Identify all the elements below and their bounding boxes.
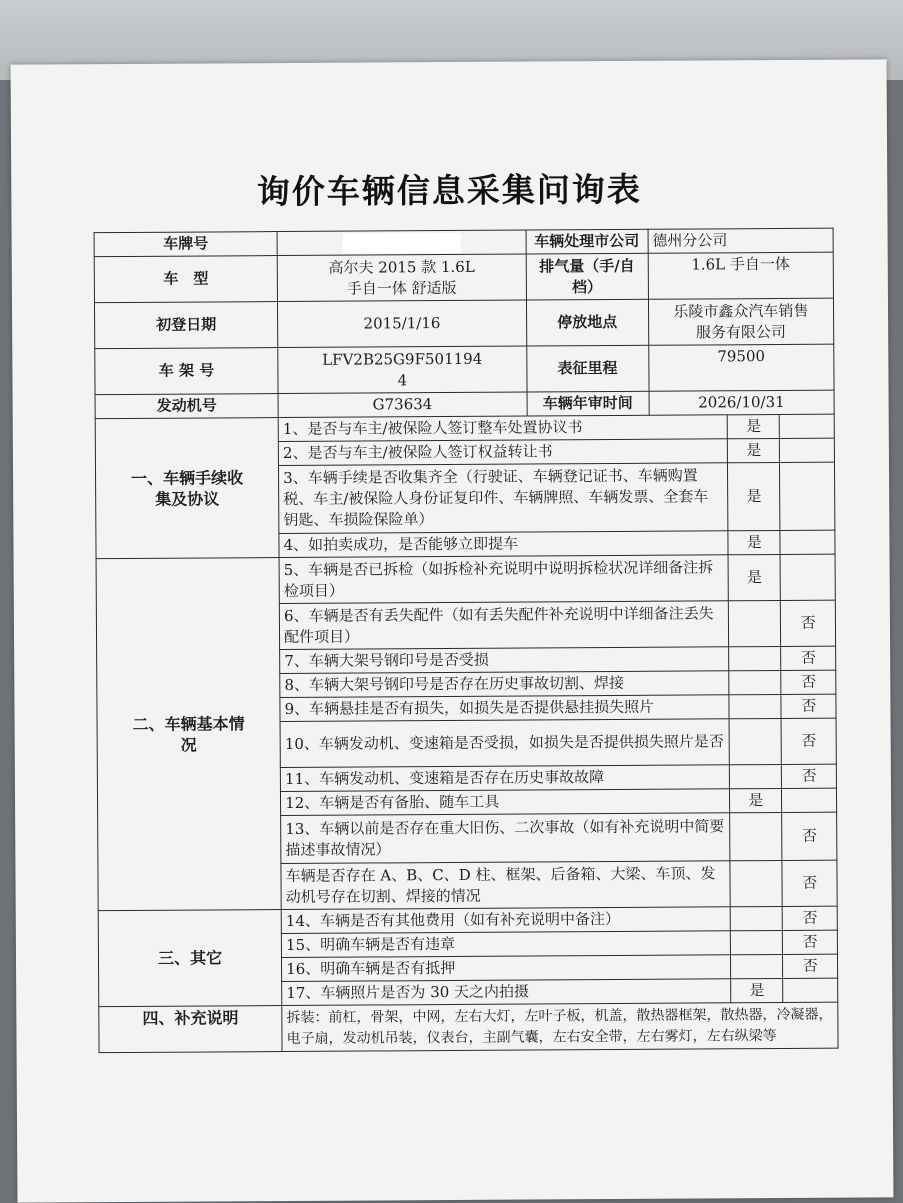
supplementary-notes: 拆装：前杠，骨架，中网，左右大灯，左叶子板，机盖，散热器框架，散热器，冷凝器，电子扇，发动机吊装，仪表台，主副气囊，左右安全带，左右雾灯，左右纵梁等 [282,1002,838,1051]
question-8: 8、车辆大架号钢印号是否存在历史事故切割、焊接 [280,671,729,698]
displacement-label: 排气量（手/自档） [526,253,648,300]
model-value: 高尔夫 2015 款 1.6L 手自一体 舒适版 [277,254,526,302]
answer-no-15: 否 [783,930,838,954]
answer-yes-13b [730,860,783,906]
question-16: 16、明确车辆是否有抵押 [282,955,731,982]
answer-no-1 [780,414,835,438]
model-label: 车 型 [94,256,277,303]
answer-no-6: 否 [781,600,836,646]
answer-no-5 [780,554,835,600]
plate-label: 车牌号 [94,232,277,257]
answer-yes-11 [729,764,781,788]
answer-no-8: 否 [781,670,836,694]
question-13b: 车辆是否存在 A、B、C、D 柱、框架、后备箱、大梁、车顶、发动机号存在切割、焊接的情况 [281,861,730,910]
question-13: 13、车辆以前是否存在重大旧伤、二次事故（如有补充说明中简要描述事故情况） [281,813,730,864]
displacement-value: 1.6L 手自一体 [648,252,834,299]
section-1-name: 一、车辆手续收 集及协议 [95,418,279,559]
answer-no-9: 否 [781,694,836,718]
row-vin [95,344,834,395]
answer-no-13b: 否 [782,860,837,906]
answer-yes-13 [730,812,783,860]
city-label: 车辆处理市公司 [526,229,648,254]
answer-no-13: 否 [782,812,837,860]
question-7: 7、车辆大架号钢印号是否受损 [280,647,729,674]
engine-label: 发动机号 [95,394,278,419]
answer-no-12 [782,788,837,812]
reg-date-value: 2015/1/16 [278,300,527,348]
question-17: 17、车辆照片是否为 30 天之内拍摄 [282,979,731,1006]
question-14: 14、车辆是否有其他费用（如有补充说明中备注） [281,907,730,934]
mileage-value: 79500 [648,344,834,391]
answer-yes-9 [729,694,781,718]
inspection-label: 车辆年审时间 [527,391,649,416]
row-reg-date [94,298,833,349]
question-6: 6、车辆是否有丢失配件（如有丢失配件补充说明中详细备注丢失配件项目） [279,601,728,650]
question-15: 15、明确车辆是否有违章 [281,931,730,958]
question-2: 2、是否与车主/被保险人签订权益转让书 [278,439,727,466]
question-12: 12、车辆是否有备胎、随车工具 [281,789,730,816]
row-model [94,252,833,303]
question-11: 11、车辆发动机、变速箱是否存在历史事故故障 [280,765,729,792]
vin-value: LFV2B25G9F501194 4 [278,346,527,394]
answer-yes-12: 是 [730,788,782,812]
question-10: 10、车辆发动机、变速箱是否受损，如损失是否提供损失照片是否 [280,719,729,768]
parking-label: 停放地点 [526,299,648,346]
section-2-name: 二、车辆基本情 况 [96,558,281,911]
answer-no-7: 否 [781,646,836,670]
answer-no-10: 否 [781,718,836,764]
answer-yes-1: 是 [727,414,779,438]
answer-yes-4: 是 [728,530,780,554]
answer-yes-10 [729,718,782,764]
answer-yes-3: 是 [728,462,781,530]
answer-yes-17: 是 [731,978,783,1002]
plate-value [277,230,526,256]
answer-yes-6 [728,600,781,646]
answer-yes-7 [729,646,781,670]
inspection-value: 2026/10/31 [649,390,834,415]
question-4: 4、如拍卖成功，是否能够立即提车 [279,531,728,558]
parking-value: 乐陵市鑫众汽车销售 服务有限公司 [648,298,834,345]
answer-no-11: 否 [782,764,837,788]
city-value: 德州分公司 [648,228,833,253]
paper-sheet [11,59,894,1202]
answer-yes-15 [730,930,782,954]
answer-yes-2: 是 [727,438,779,462]
answer-no-2 [780,438,835,462]
answer-yes-5: 是 [728,554,781,600]
answer-yes-8 [729,670,781,694]
mileage-label: 表征里程 [526,345,648,392]
question-1: 1、是否与车主/被保险人签订整车处置协议书 [278,415,727,442]
answer-no-4 [780,530,835,554]
plate-redaction [342,233,460,254]
answer-yes-14 [730,906,782,930]
section-3-name: 三、其它 [98,910,282,1007]
answer-no-16: 否 [783,954,838,978]
section-4-name: 四、补充说明 [99,1006,282,1053]
table-row [96,554,835,605]
answer-yes-16 [731,954,783,978]
answer-no-17 [783,978,838,1002]
vin-label: 车 架 号 [95,348,278,395]
reg-date-label: 初登日期 [94,302,277,349]
form-title: 询价车辆信息采集问询表 [256,169,642,212]
inquiry-form-table [94,228,839,1054]
engine-value: G73634 [278,392,527,418]
question-5: 5、车辆是否已拆检（如拆检补充说明中说明拆检状况详细备注拆检项目） [279,555,728,604]
answer-no-3 [780,462,835,530]
answer-no-14: 否 [783,906,838,930]
table-row [99,1002,838,1053]
question-9: 9、车辆悬挂是否有损失，如损失是否提供悬挂损失照片 [280,695,729,722]
question-3: 3、车辆手续是否收集齐全（行驶证、车辆登记证书、车辆购置税、车主/被保险人身份证复印件、车辆牌照、车辆发票、全套车钥匙、车损险保险单） [279,463,728,534]
